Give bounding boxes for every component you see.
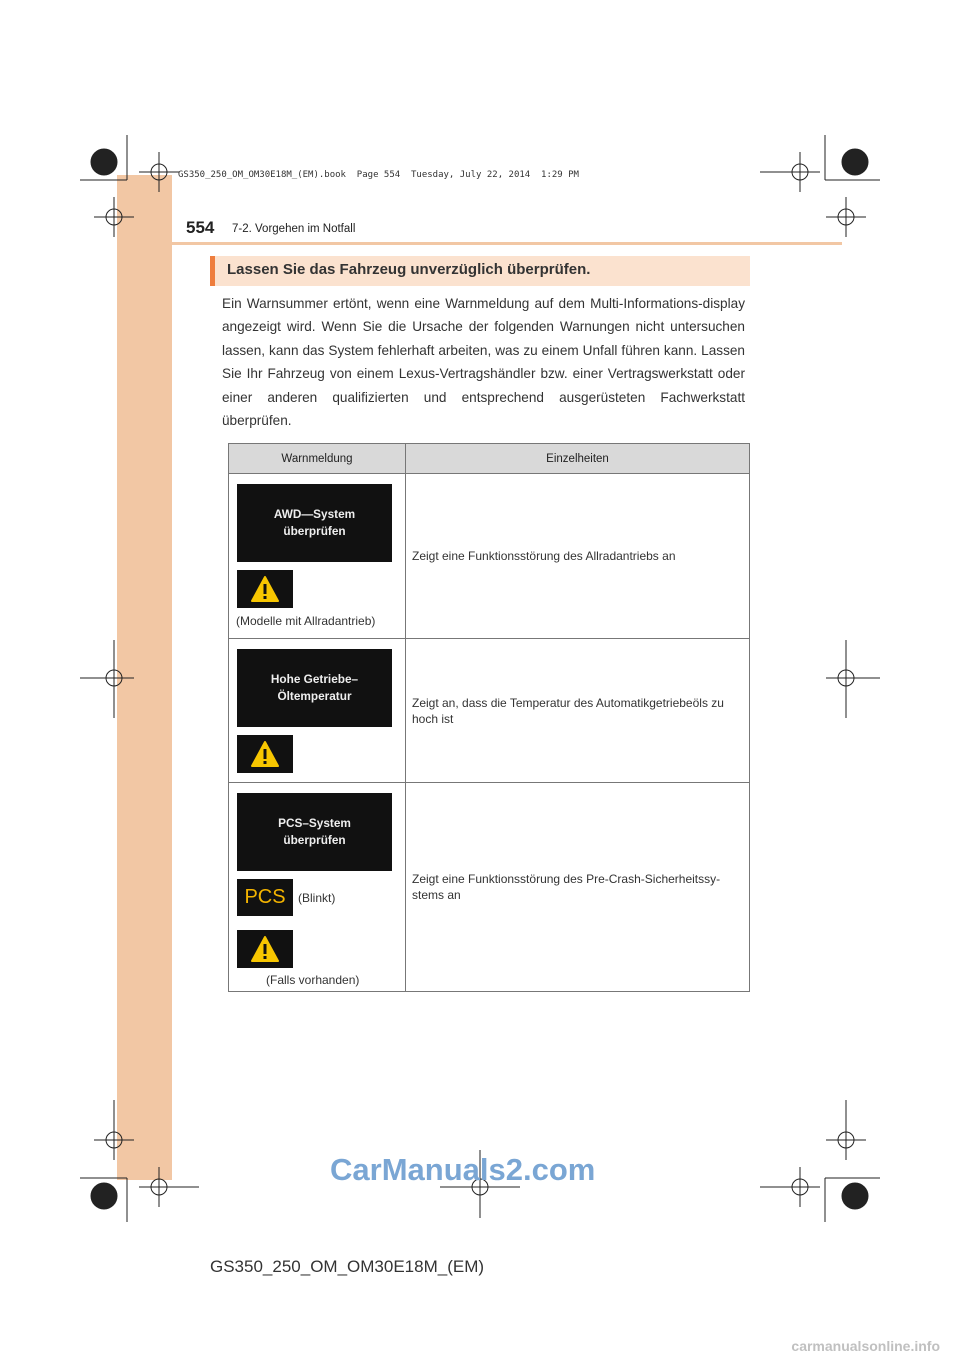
pcs-indicator-icon: PCS — [237, 879, 293, 916]
footer-code: GS350_250_OM_OM30E18M_(EM) — [210, 1257, 485, 1276]
display-message — [237, 793, 392, 871]
warning-cell — [229, 474, 406, 639]
display-message — [237, 484, 392, 562]
details-cell: Zeigt an, dass die Temperatur des Automatikgetriebeöls zu hoch ist — [406, 639, 750, 783]
warning-triangle-icon — [237, 735, 293, 773]
warning-cell — [229, 639, 406, 783]
table-row — [229, 639, 750, 783]
display-message — [237, 649, 392, 727]
watermark: CarManuals2.com — [330, 1152, 596, 1187]
table-row — [229, 474, 750, 639]
section-banner — [210, 256, 750, 286]
page-number: 554 — [186, 218, 215, 237]
column-header-einzelheiten: Einzelheiten — [406, 444, 750, 474]
row-caption: (Modelle mit Allradantrieb) — [236, 614, 376, 628]
table-row — [229, 783, 750, 992]
display-line: überprüfen — [283, 524, 346, 538]
pcs-indicator-row — [237, 879, 405, 916]
chapter-title: 7-2. Vorgehen im Notfall — [232, 223, 356, 235]
pcs-blink-note: (Blinkt) — [298, 890, 336, 905]
book-info-line: GS350_250_OM_OM30E18M_(EM).book Page 554 Tuesday, July 22, 2014 1:29 PM — [178, 170, 579, 180]
intro-paragraph: Ein Warnsummer ertönt, wenn eine Warnmeldung auf dem Multi-Informations-display angezeigt wird. Wenn Sie die Ursache der folgenden Warnungen nicht untersuchen lassen, kann das System fehlerhaft arbeiten, was zu einem Unfall führen kann. Lassen Sie Ihr Fahrzeug von einem Lexus-Vertragshändler bzw. einer Vertragswerkstatt oder einer anderen qualifizierten und entsprechend ausgerüsteten Fachwerkstatt überprüfen. — [222, 296, 745, 429]
details-cell: Zeigt eine Funktionsstörung des Allradantriebs an — [406, 474, 750, 639]
display-line: Hohe Getriebe– — [270, 672, 359, 686]
watermark-bottom: carmanualsonline.info — [791, 1338, 940, 1354]
details-cell: Zeigt eine Funktionsstörung des Pre-Crash-Sicherheitssy-stems an — [406, 783, 750, 992]
section-title: Lassen Sie das Fahrzeug unverzüglich überprüfen. — [227, 261, 591, 278]
display-line: überprüfen — [283, 833, 346, 847]
display-line: AWD—System — [273, 507, 356, 521]
warning-triangle-icon — [237, 570, 293, 608]
display-line: Öltemperatur — [277, 689, 352, 703]
table-header-row — [229, 444, 750, 474]
display-line: PCS–System — [278, 816, 351, 830]
column-header-warnmeldung: Warnmeldung — [229, 444, 406, 474]
warning-triangle-icon — [237, 930, 293, 968]
warning-cell — [229, 783, 406, 992]
row-caption: (Falls vorhanden) — [266, 973, 360, 987]
warning-table — [228, 443, 750, 992]
